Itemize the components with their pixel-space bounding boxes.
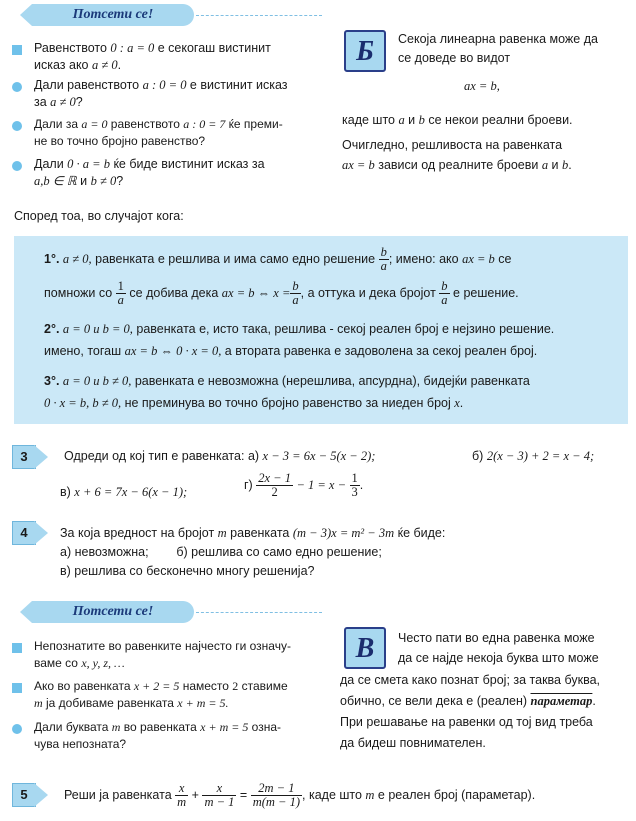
section-b-text: Очигледно, решливоста на равенката ax = b зависи од реалните броеви a и b. (342, 138, 572, 172)
reminder-banner (32, 4, 194, 26)
section-b-text: Секоја линеарна равенка може да се доведе во видот (398, 32, 598, 65)
reminder-item: Дали буквата m во равенката x + m = 5 озна- чува непозната? (34, 720, 282, 751)
square-bullet-icon (12, 683, 22, 693)
section-b-icon: Б (344, 30, 386, 72)
task-3-v: в) x + 6 = 7x − 6(x − 1); (60, 485, 188, 499)
section-v-icon: В (344, 627, 386, 669)
task-3-g: г) $\frac{2x - 1}{2}$ − 1 = x − $\frac{1}{3}$ . (244, 471, 364, 500)
case-1: 1°. a ≠ 0, равенката е решлива и има само едно решение $\frac{b}{a}$ ; имено: ако ax = b се помножи со $\frac{1}{a}$ се добива дека ax = b ⇔ x = $\frac{b}{a}$ , а оттука и дека бројот $\frac{b}{a}$ е решение. (44, 245, 519, 308)
reminder-title: Потсети се! (72, 604, 154, 619)
task-3-b: б) 2(x − 3) + 2 = x − 4; (472, 449, 595, 463)
intro-text: Според тоа, во случајот кога: (14, 209, 184, 223)
case-2: 2°. a = 0 и b = 0, равенката е, исто така, решлива - секој реален број е нејзино решение. имено, тогаш ax = b ⇔ 0 · x = 0, а втората равенка е задоволена за секој реален број. (44, 322, 555, 358)
reminder-item: Равенството 0 : a = 0 е секогаш вистинит исказ ако a ≠ 0. (34, 41, 271, 72)
section-v-text: да се смета како познат број; за таква буква, обично, се вели дека е (реален) параметар. При решавање на равенки од тој вид треба да бидеш повнимателен. (340, 673, 601, 750)
divider (196, 15, 322, 16)
task-5-text: Реши ја равенката $\frac{x}{m}$ + $\frac{x}{m - 1}$ = $\frac{2m - 1}{m(m - 1)}$ , каде што m е реален број (параметар). (64, 781, 536, 810)
task-4-text: За која вредност на бројот m равенката (m − 3)x = m² − 3m ќе биде: а) невозможна; б) решлива со само едно решение; в) решлива со бесконечно многу решенија? (60, 526, 446, 578)
divider (196, 612, 322, 613)
case-3: 3°. a = 0 и b ≠ 0, равенката е невозможна (нерешлива, апсурдна), бидејќи равенката 0 · x = b, b ≠ 0, не преминува во точно бројно равенство за ниеден број x. (44, 374, 530, 410)
reminder-item: Дали за a = 0 равенството a : 0 = 7 ќе преми- не во точно бројно равенство? (34, 117, 283, 148)
reminder-title: Потсети се! (72, 7, 154, 22)
section-b-formula: ax = b, (464, 79, 500, 93)
reminder-item: Дали равенството a : 0 = 0 е вистинит исказ за a ≠ 0? (34, 78, 288, 109)
reminder-item: Дали 0 · a = b ќе биде вистинит исказ за a,b ∈ ℝ и b ≠ 0? (34, 157, 265, 188)
square-bullet-icon (12, 643, 22, 653)
task-number-badge: 5 (12, 783, 52, 807)
circle-bullet-icon (12, 724, 22, 734)
section-b-text: каде што a и b се некои реални броеви. (342, 113, 573, 127)
reminder-banner (32, 601, 194, 623)
square-bullet-icon (12, 45, 22, 55)
task-3-text: Одреди од кој тип е равенката: а) x − 3 = 6x − 5(x − 2); (64, 449, 376, 463)
task-number-badge: 3 (12, 445, 52, 469)
task-number-badge: 4 (12, 521, 52, 545)
circle-bullet-icon (12, 121, 22, 131)
circle-bullet-icon (12, 82, 22, 92)
circle-bullet-icon (12, 161, 22, 171)
reminder-item: Непознатите во равенките најчесто ги означу- ваме со x, y, z, … (34, 639, 291, 670)
section-v-text: Често пати во една равенка може да се најде некоја буква што може (398, 631, 599, 665)
reminder-item: Ако во равенката x + 2 = 5 наместо 2 ставиме m ја добиваме равенката x + m = 5. (34, 679, 288, 710)
